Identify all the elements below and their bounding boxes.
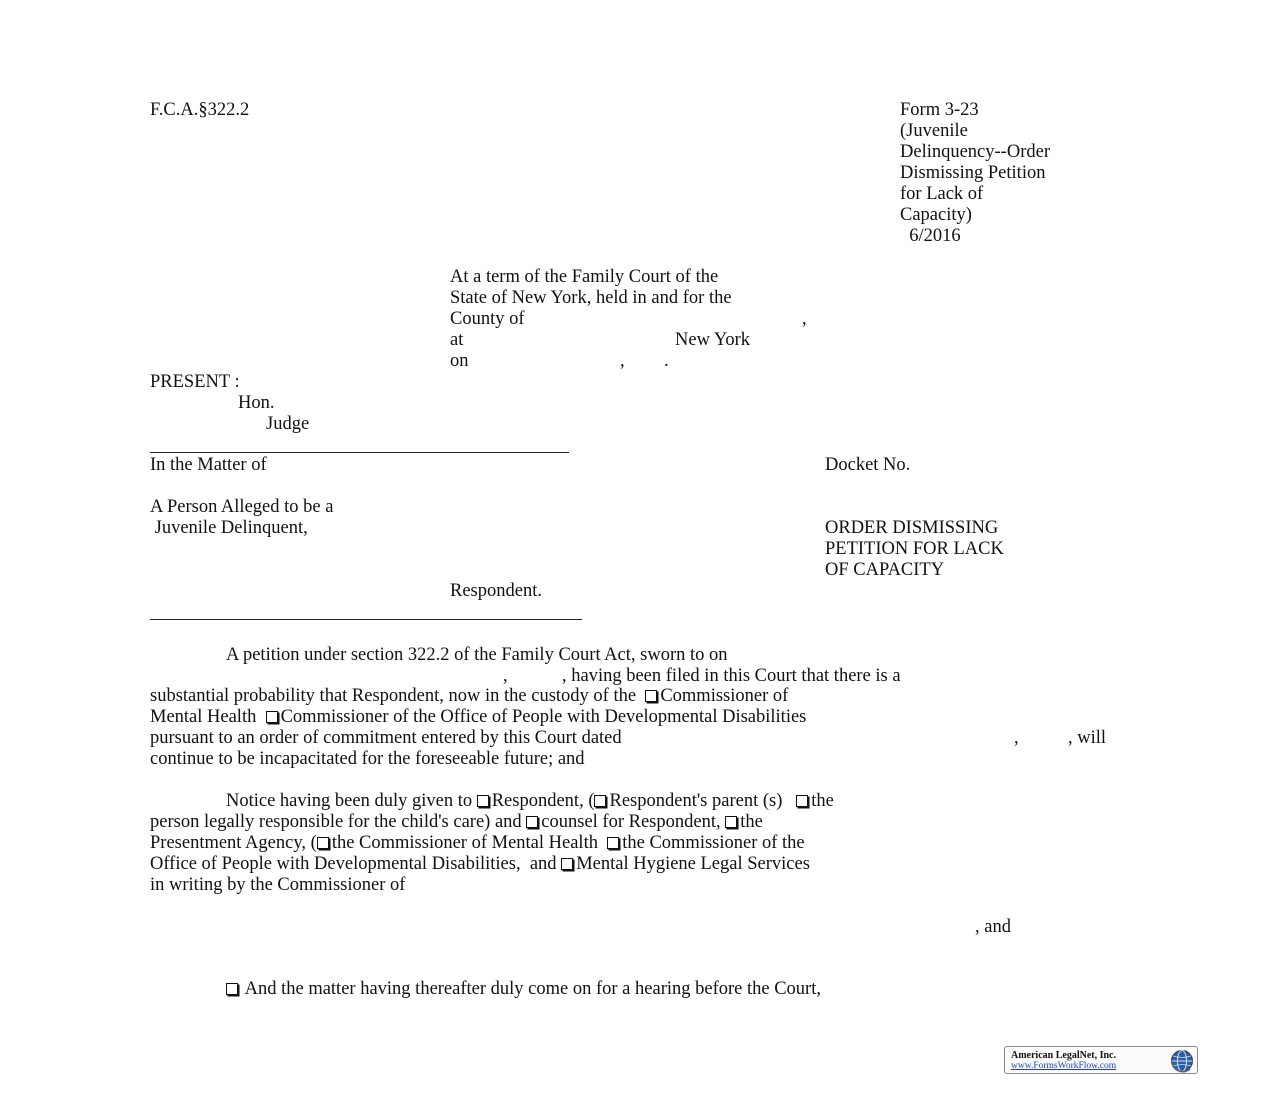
- at-label: at: [450, 330, 464, 350]
- p2-the2-text: the: [740, 812, 763, 832]
- p2-line2: [150, 812, 763, 833]
- p2-respondent-text: Respondent, (: [491, 791, 595, 811]
- order-title: [825, 518, 1004, 581]
- p2-mh-text: the Commissioner of Mental Health: [331, 833, 598, 853]
- statute-reference: F.C.A.§322.2: [150, 100, 250, 120]
- checkbox-hearing[interactable]: [226, 983, 238, 995]
- p1-line5-end: , will: [1068, 728, 1107, 748]
- p2-line1: [226, 791, 834, 812]
- checkbox-notice-commissioner-opwdd[interactable]: [607, 837, 619, 849]
- order-title-line-2: PETITION FOR LACK: [825, 539, 1004, 559]
- badge-company: American LegalNet, Inc.: [1011, 1050, 1116, 1061]
- form-info-line-4: Dismissing Petition: [900, 163, 1046, 183]
- p2-counsel-text: counsel for Respondent,: [541, 812, 721, 832]
- checkbox-respondent[interactable]: [477, 795, 489, 807]
- p1-line3: [150, 686, 788, 707]
- form-info-line-3: Delinquency--Order: [900, 142, 1050, 162]
- matter-label: In the Matter of: [150, 455, 267, 475]
- checkbox-mental-hygiene-legal-services[interactable]: [561, 858, 573, 870]
- badge-url[interactable]: www.FormsWorkFlow.com: [1011, 1061, 1117, 1071]
- p1-line5-comma: ,: [1014, 728, 1019, 748]
- p1-line2-comma: ,: [503, 666, 508, 686]
- county-label: County of: [450, 309, 525, 329]
- form-info-line-2: (Juvenile: [900, 121, 968, 141]
- p1-line4-option: Commissioner of the Office of People with Developmental Disabilities: [280, 707, 807, 727]
- form-info-line-6: Capacity): [900, 205, 972, 225]
- judge-label: Judge: [266, 414, 310, 434]
- order-title-line-3: OF CAPACITY: [825, 560, 945, 580]
- hon-label: Hon.: [238, 393, 275, 413]
- caption-bottom-rule: [150, 619, 582, 620]
- p2-line3: [150, 833, 805, 854]
- p1-line6: continue to be incapacitated for the foreseeable future; and: [150, 749, 585, 769]
- p2-line1-text: Notice having been duly given to: [226, 791, 473, 811]
- checkbox-commissioner-opwdd[interactable]: [266, 711, 278, 723]
- form-info-line-7: 6/2016: [900, 226, 961, 246]
- form-info-block: [900, 100, 1050, 247]
- checkbox-presentment-agency[interactable]: [725, 816, 737, 828]
- on-period: .: [664, 351, 669, 371]
- p2-parent-text: Respondent's parent (s): [609, 791, 783, 811]
- p3-text: And the matter having thereafter duly come on for a hearing before the Court,: [244, 979, 821, 999]
- p2-and: , and: [975, 917, 1011, 937]
- p1-line3-text: substantial probability that Respondent, now in the custody of the: [150, 686, 637, 706]
- on-label: on: [450, 351, 469, 371]
- p1-line3-option: Commissioner of: [660, 686, 789, 706]
- checkbox-respondent-parent[interactable]: [594, 795, 606, 807]
- docket-label: Docket No.: [825, 455, 911, 475]
- checkbox-notice-commissioner-mh[interactable]: [317, 837, 329, 849]
- respondent-label: Respondent.: [450, 581, 542, 601]
- checkbox-commissioner-mental-health[interactable]: [645, 690, 657, 702]
- court-term-line2: State of New York, held in and for the: [450, 288, 732, 308]
- p1-line5: pursuant to an order of commitment entered by this Court dated: [150, 728, 622, 748]
- caption-top-rule: [150, 452, 569, 453]
- present-label: PRESENT :: [150, 372, 240, 392]
- p1-line1: A petition under section 322.2 of the Family Court Act, sworn to on: [226, 645, 728, 665]
- globe-logo-icon: [1170, 1049, 1194, 1073]
- p2-line4-text: Office of People with Developmental Disabilities, and: [150, 854, 557, 874]
- p2-mhls-text: Mental Hygiene Legal Services: [576, 854, 810, 874]
- court-term-line1: At a term of the Family Court of the: [450, 267, 719, 287]
- on-comma: ,: [620, 351, 625, 371]
- state-name: New York: [675, 330, 751, 350]
- p2-line2-text: person legally responsible for the child's care) and: [150, 812, 522, 832]
- order-title-line-1: ORDER DISMISSING: [825, 518, 999, 538]
- p1-line4: [150, 707, 806, 728]
- p3-line: [226, 979, 821, 1000]
- person-line1: A Person Alleged to be a: [150, 497, 334, 517]
- p2-line4: [150, 854, 810, 875]
- county-comma: ,: [802, 309, 807, 329]
- p1-line4-text: Mental Health: [150, 707, 257, 727]
- p2-the-text: the: [811, 791, 834, 811]
- p2-line3-text: Presentment Agency, (: [150, 833, 317, 853]
- p1-line2: , having been filed in this Court that there is a: [562, 666, 901, 686]
- checkbox-counsel[interactable]: [526, 816, 538, 828]
- form-info-line-5: for Lack of: [900, 184, 984, 204]
- checkbox-person-responsible[interactable]: [796, 795, 808, 807]
- person-line2: Juvenile Delinquent,: [150, 518, 308, 538]
- p2-opwdd-text: the Commissioner of the: [622, 833, 805, 853]
- americanlegalnet-badge[interactable]: [1004, 1046, 1198, 1074]
- form-info-line-1: Form 3-23: [900, 100, 979, 120]
- p2-line5: in writing by the Commissioner of: [150, 875, 406, 895]
